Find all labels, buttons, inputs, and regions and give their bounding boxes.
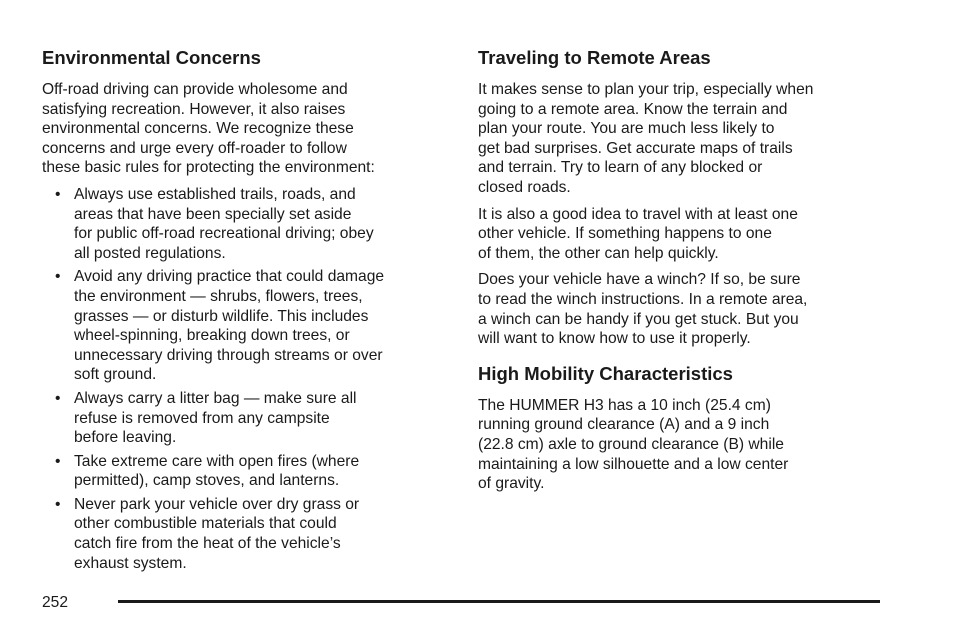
list-item-text: Always carry a litter bag — make sure all refuse is removed from any campsite before leaving. (74, 389, 357, 447)
section-heading-high-mobility: High Mobility Characteristics (478, 362, 733, 384)
right-column (478, 46, 878, 501)
list-item-text: Never park your vehicle over dry grass or other combustible materials that could catch fire from the heat of the vehicle’s exhaust system. (74, 495, 360, 572)
list-item (42, 267, 442, 385)
paragraph-travel-with-vehicle: It is also a good idea to travel with at least one other vehicle. If something happens to one of them, the other can help quickly. (478, 205, 798, 262)
list-item-text: Avoid any driving practice that could damage the environment — shrubs, flowers, trees, grasses — or disturb wildlife. This includes wheel-spinning, breaking down trees, or unnecessary driving through streams or over soft ground. (74, 268, 385, 384)
list-item (42, 495, 442, 573)
page-number: 252 (42, 594, 69, 611)
bullet-icon: • (55, 495, 61, 513)
list-item (42, 185, 442, 263)
section-heading-environmental-concerns: Environmental Concerns (42, 47, 261, 68)
intro-paragraph: Off-road driving can provide wholesome and satisfying recreation. However, it also raises environmental concerns. We recognize these concerns and urge every off-roader to follow these basic rules for protecting the environment: (42, 81, 375, 177)
footer-rule (118, 600, 880, 603)
list-item-text: Take extreme care with open fires (where permitted), camp stoves, and lanterns. (74, 452, 360, 490)
list-item-text: Always use established trails, roads, and areas that have been specially set aside for public off-road recreational driving; obey all posted regulations. (74, 185, 374, 262)
rules-list (42, 185, 442, 573)
paragraph-plan-trip: It makes sense to plan your trip, especially when going to a remote area. Know the terrain and plan your route. You are much less likely to get bad surprises. Get accurate maps of trails and terrain. Try to learn of any blocked or closed roads. (478, 81, 814, 196)
paragraph-ground-clearance: The HUMMER H3 has a 10 inch (25.4 cm) running ground clearance (A) and a 9 inch (22.8 cm) axle to ground clearance (B) while maintaining a low silhouette and a low center of gravity. (478, 396, 789, 493)
left-column (42, 46, 442, 577)
list-item (42, 452, 442, 491)
paragraph-winch: Does your vehicle have a winch? If so, be sure to read the winch instructions. In a remote area, a winch can be handy if you get stuck. But you will want to know how to use it properly. (478, 271, 808, 348)
bullet-icon: • (55, 389, 61, 407)
bullet-icon: • (55, 268, 61, 286)
bullet-icon: • (55, 185, 61, 203)
bullet-icon: • (55, 452, 61, 470)
list-item (42, 389, 442, 448)
section-heading-traveling-remote-areas: Traveling to Remote Areas (478, 47, 711, 68)
